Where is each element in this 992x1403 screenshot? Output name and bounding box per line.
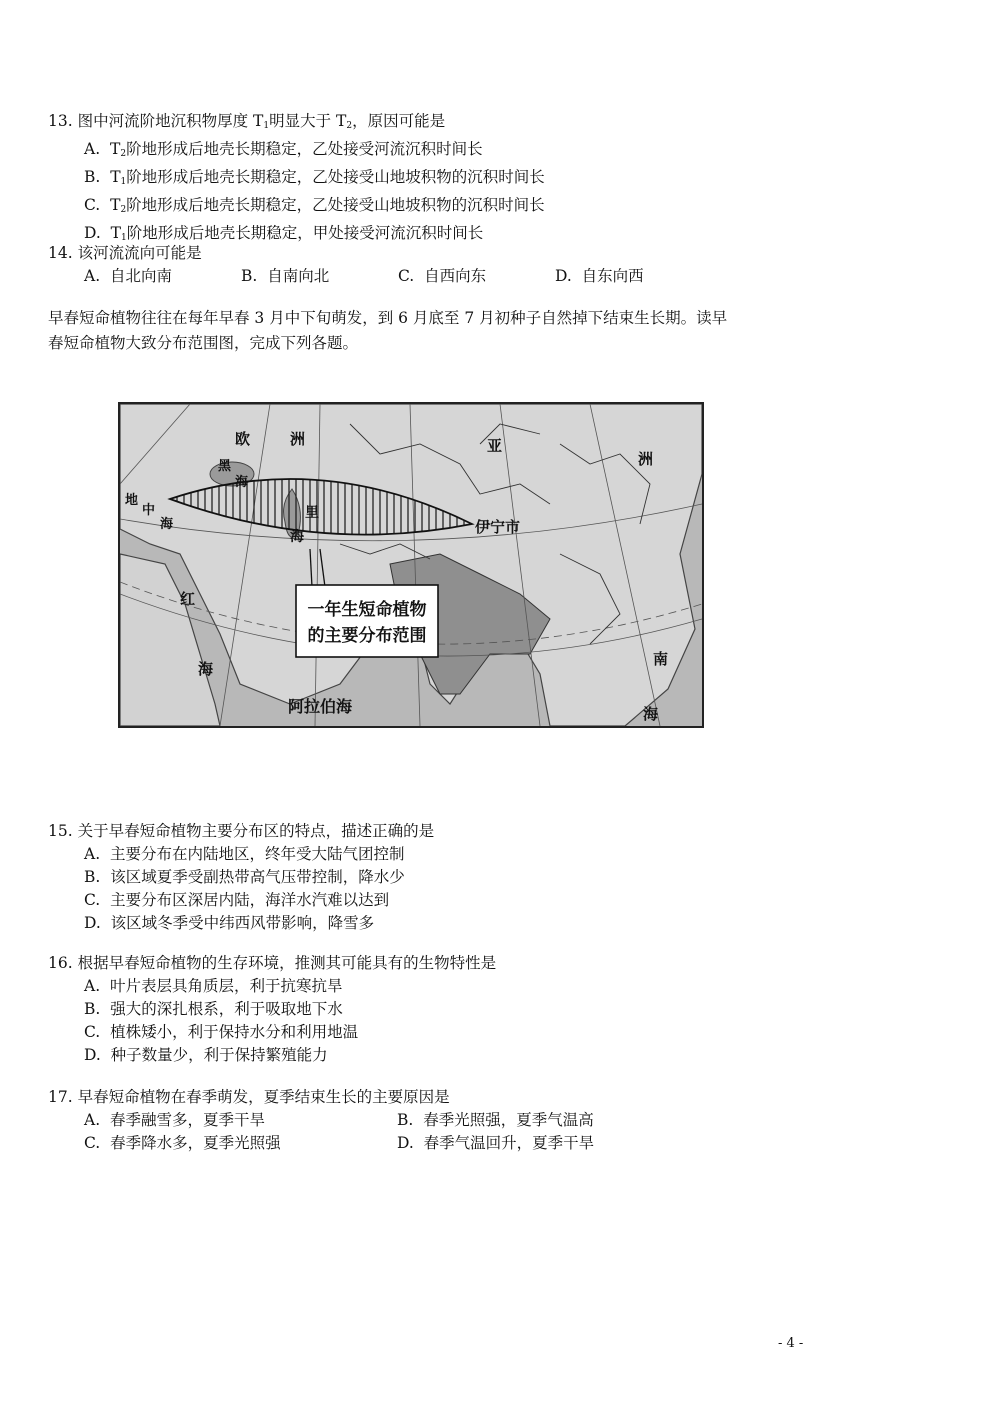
- label-black-sea: 海: [235, 475, 249, 490]
- option-letter: A.: [84, 1111, 101, 1129]
- option-text: 植株矮小，利于保持水分和利用地温: [110, 1023, 359, 1041]
- option-c: [398, 265, 555, 288]
- option-d: [555, 265, 644, 288]
- question-15: [48, 820, 434, 935]
- question-stem: [48, 952, 496, 975]
- option-d: [397, 1132, 594, 1155]
- options-row: [48, 1109, 594, 1132]
- callout-line-2: 的主要分布范围: [307, 626, 427, 646]
- callout-line-1: 一年生短命植物: [307, 600, 427, 620]
- question-number: 14.: [48, 244, 73, 262]
- stem-text: 早春短命植物在春季萌发，夏季结束生长的主要原因是: [77, 1088, 450, 1106]
- label-south-sea: 海: [643, 705, 659, 723]
- option-text: 主要分布区深居内陆，海洋水汽难以达到: [110, 891, 390, 909]
- option-text: 种子数量少，利于保持繁殖能力: [110, 1046, 328, 1064]
- option-text: 阶地形成后地壳长期稳定，乙处接受山地坡积物的沉积时间长: [126, 168, 545, 186]
- options-row: [48, 1132, 594, 1155]
- option-letter: D.: [397, 1134, 414, 1152]
- option-letter: D.: [84, 224, 101, 242]
- stem-text: 关于早春短命植物主要分布区的特点，描述正确的是: [77, 822, 435, 840]
- question-number: 15.: [48, 822, 73, 840]
- stem-text: 图中河流阶地沉积物厚度 T: [77, 112, 264, 130]
- question-number: 17.: [48, 1088, 73, 1106]
- option-c: [84, 1132, 397, 1155]
- label-caspian: 里: [305, 505, 319, 521]
- map-graphic: [120, 404, 702, 726]
- option-text: 阶地形成后地壳长期稳定，乙处接受山地坡积物的沉积时间长: [126, 196, 545, 214]
- option-b: [397, 1109, 594, 1132]
- question-number: 16.: [48, 954, 73, 972]
- subscript: 1: [120, 177, 127, 187]
- callout-box: [296, 585, 438, 657]
- question-17: [48, 1086, 594, 1155]
- label-asia: 亚: [487, 437, 503, 455]
- option-text: 春季气温回升，夏季干旱: [423, 1134, 595, 1152]
- option-text: 强大的深扎根系，利于吸取地下水: [110, 1000, 343, 1018]
- option-letter: C.: [84, 1134, 101, 1152]
- stem-text: 根据早春短命植物的生存环境，推测其可能具有的生物特性是: [77, 954, 497, 972]
- option-text: T: [110, 196, 121, 214]
- subscript: 2: [120, 205, 127, 215]
- option-c: [48, 889, 434, 912]
- label-yining: 伊宁市: [475, 518, 521, 536]
- option-b: [241, 265, 398, 288]
- option-text: 春季光照强，夏季气温高: [423, 1111, 594, 1129]
- option-b: [48, 866, 434, 889]
- question-stem: [48, 820, 434, 843]
- option-b: [48, 166, 545, 194]
- option-letter: A.: [84, 140, 101, 158]
- label-europe: 欧: [235, 430, 251, 448]
- label-mediterranean: 中: [142, 503, 156, 518]
- label-asia: 洲: [638, 450, 654, 468]
- passage-line: 春短命植物大致分布范围图，完成下列各题。: [48, 334, 359, 352]
- label-mediterranean: 地: [125, 493, 139, 508]
- stem-text: 明显大于 T: [269, 112, 347, 130]
- option-a: [84, 1109, 397, 1132]
- page-number: - 4 -: [778, 1336, 804, 1351]
- option-text: T: [110, 168, 121, 186]
- label-caspian: 海: [290, 529, 304, 545]
- option-letter: C.: [398, 267, 415, 285]
- option-text: 主要分布在内陆地区，终年受大陆气团控制: [109, 845, 405, 863]
- option-d: [48, 912, 434, 935]
- option-letter: B.: [84, 168, 101, 186]
- question-14: [48, 242, 644, 288]
- stem-text: ，原因可能是: [352, 112, 446, 130]
- question-stem: [48, 110, 545, 138]
- option-text: 自南向北: [267, 267, 330, 285]
- option-a: [48, 138, 545, 166]
- option-text: T: [109, 140, 121, 158]
- option-letter: A.: [84, 267, 101, 285]
- reading-passage: [48, 306, 828, 356]
- question-number: 13.: [48, 112, 73, 130]
- label-arabian-sea: 阿拉伯海: [288, 697, 353, 716]
- label-europe: 洲: [290, 430, 306, 448]
- option-letter: B.: [241, 267, 258, 285]
- question-stem: [48, 242, 644, 265]
- option-c: [48, 1021, 496, 1044]
- option-c: [48, 194, 545, 222]
- option-text: 阶地形成后地壳长期稳定，甲处接受河流沉积时间长: [126, 224, 484, 242]
- subscript: 1: [263, 121, 270, 131]
- label-red-sea: 海: [198, 660, 214, 678]
- option-a: [84, 265, 241, 288]
- option-letter: C.: [84, 1023, 101, 1041]
- option-text: 自东向西: [581, 267, 644, 285]
- question-16: [48, 952, 496, 1067]
- option-a: [48, 843, 434, 866]
- subscript: 1: [121, 233, 127, 243]
- passage-line: 早春短命植物往往在每年早春 3 月中下旬萌发，到 6 月底至 7 月初种子自然掉下结束生长期。读早: [48, 309, 728, 327]
- label-south-sea: 南: [653, 650, 669, 668]
- option-d: [48, 1044, 496, 1067]
- option-text: 自西向东: [424, 267, 487, 285]
- option-text: 该区域夏季受副热带高气压带控制，降水少: [110, 868, 405, 886]
- label-red-sea: 红: [180, 590, 196, 608]
- option-letter: D.: [84, 914, 101, 932]
- option-letter: C.: [84, 196, 101, 214]
- option-text: 自北向南: [109, 267, 172, 285]
- option-letter: D.: [84, 1046, 101, 1064]
- option-letter: A.: [84, 977, 101, 995]
- option-letter: C.: [84, 891, 101, 909]
- options-row: [48, 265, 644, 288]
- label-mediterranean: 海: [160, 517, 174, 532]
- subscript: 2: [346, 121, 353, 131]
- option-letter: A.: [84, 845, 101, 863]
- option-text: 春季降水多，夏季光照强: [110, 1134, 281, 1152]
- option-text: 叶片表层具角质层，利于抗寒抗旱: [109, 977, 343, 995]
- option-letter: B.: [84, 1000, 101, 1018]
- option-letter: B.: [397, 1111, 414, 1129]
- option-a: [48, 975, 496, 998]
- option-text: 阶地形成后地壳长期稳定，乙处接受河流沉积时间长: [126, 140, 483, 158]
- question-13: [48, 110, 545, 250]
- question-stem: [48, 1086, 594, 1109]
- label-black-sea: 黑: [218, 459, 232, 474]
- option-text: 春季融雪多，夏季干旱: [109, 1111, 265, 1129]
- distribution-map: [118, 402, 704, 728]
- option-text: T: [110, 224, 122, 242]
- option-text: 该区域冬季受中纬西风带影响，降雪多: [110, 914, 375, 932]
- option-letter: B.: [84, 868, 101, 886]
- option-letter: D.: [555, 267, 572, 285]
- subscript: 2: [120, 149, 127, 159]
- stem-text: 该河流流向可能是: [77, 244, 202, 262]
- option-b: [48, 998, 496, 1021]
